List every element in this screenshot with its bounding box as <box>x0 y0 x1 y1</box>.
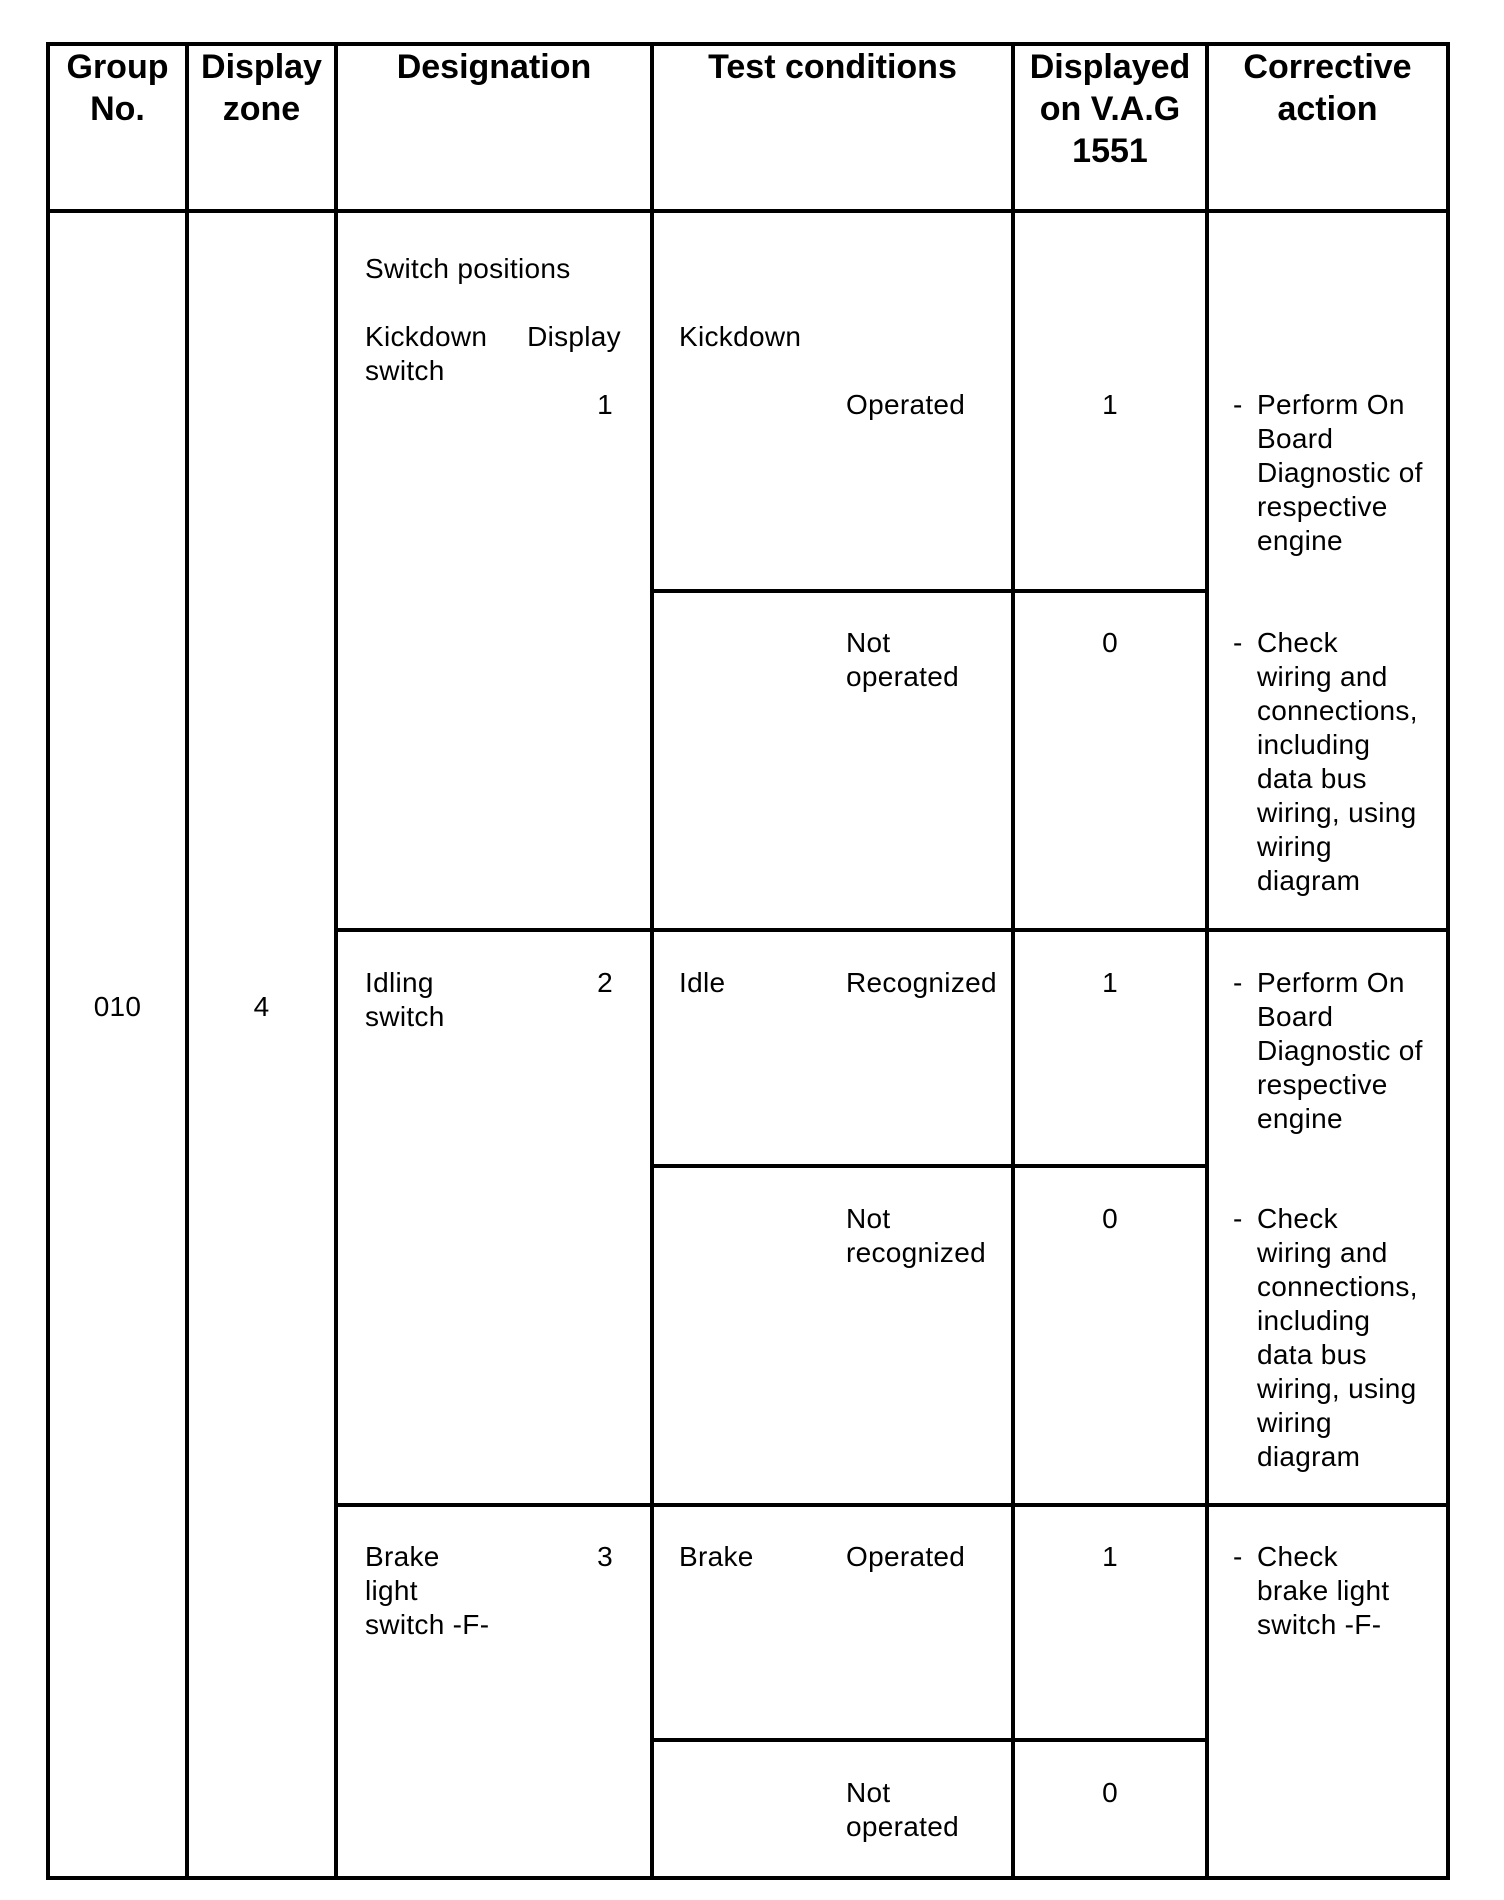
state-idle-recognized: Recognized <box>846 967 997 998</box>
row-divider-kickdown-idle <box>334 928 1450 932</box>
header-corrective-action: Corrective action <box>1243 48 1412 128</box>
header-test-conditions: Test conditions <box>708 48 957 86</box>
display-num-brake: 3 <box>597 1541 613 1572</box>
header-designation: Designation <box>396 48 592 86</box>
col-divider-5 <box>1205 42 1209 1880</box>
value-brake-operated: 1 <box>1102 1541 1118 1572</box>
header-bottom-border <box>46 209 1450 213</box>
subrow-divider-kickdown <box>650 589 1209 593</box>
test-item-kickdown: Kickdown <box>679 321 802 352</box>
state-idle-not-recognized: Not recognized <box>846 1203 986 1268</box>
state-kickdown-operated: Operated <box>846 389 966 420</box>
col-divider-1 <box>185 42 189 1880</box>
table-left-border <box>46 42 50 1880</box>
display-num-idling: 2 <box>597 967 613 998</box>
test-item-brake: Brake <box>679 1541 754 1572</box>
table-bottom-border <box>46 1876 1450 1880</box>
header-group-no: Group No. <box>66 48 169 128</box>
display-label: Display <box>527 321 621 352</box>
subrow-divider-idle <box>650 1164 1209 1168</box>
value-idle-recognized: 1 <box>1102 967 1118 998</box>
action-kickdown-not-operated: Check wiring and connections, including data bus wiring, using wiring diagram <box>1257 627 1418 896</box>
action-idle-not-recognized: Check wiring and connections, including data bus wiring, using wiring diagram <box>1257 1203 1418 1472</box>
col-divider-4 <box>1011 42 1015 1880</box>
group-no-value: 010 <box>93 991 142 1022</box>
display-zone-value: 4 <box>253 991 270 1022</box>
value-kickdown-operated: 1 <box>1102 389 1118 420</box>
row-divider-idle-brake <box>334 1503 1450 1507</box>
action-idle-recognized: Perform On Board Diagnostic of respective engine <box>1257 967 1423 1134</box>
test-item-idle: Idle <box>679 967 726 998</box>
header-display-zone: Display zone <box>201 48 322 128</box>
bullet-idle-recognized: - <box>1233 967 1243 998</box>
value-idle-not-recognized: 0 <box>1102 1203 1118 1234</box>
action-kickdown-operated: Perform On Board Diagnostic of respective engine <box>1257 389 1423 556</box>
action-brake-operated: Check brake light switch -F- <box>1257 1541 1390 1640</box>
bullet-brake-operated: - <box>1233 1541 1243 1572</box>
kickdown-switch-label: Kickdown switch <box>365 321 488 386</box>
col-divider-2 <box>334 42 338 1880</box>
switch-positions-label: Switch positions <box>365 253 571 284</box>
subrow-divider-brake <box>650 1738 1209 1742</box>
state-kickdown-not-operated: Not operated <box>846 627 959 692</box>
table-right-border <box>1446 42 1450 1880</box>
display-num-kickdown: 1 <box>597 389 613 420</box>
state-brake-operated: Operated <box>846 1541 966 1572</box>
designation-brake: Brake light switch -F- <box>365 1541 490 1640</box>
state-brake-not-operated: Not operated <box>846 1777 959 1842</box>
bullet-idle-not-recognized: - <box>1233 1203 1243 1234</box>
designation-idling: Idling switch <box>365 967 445 1032</box>
bullet-kickdown-not-operated: - <box>1233 627 1243 658</box>
col-divider-3 <box>650 42 654 1880</box>
value-brake-not-operated: 0 <box>1102 1777 1118 1808</box>
bullet-kickdown-operated: - <box>1233 389 1243 420</box>
header-displayed-on: Displayed on V.A.G 1551 <box>1029 48 1191 170</box>
value-kickdown-not-operated: 0 <box>1102 627 1118 658</box>
